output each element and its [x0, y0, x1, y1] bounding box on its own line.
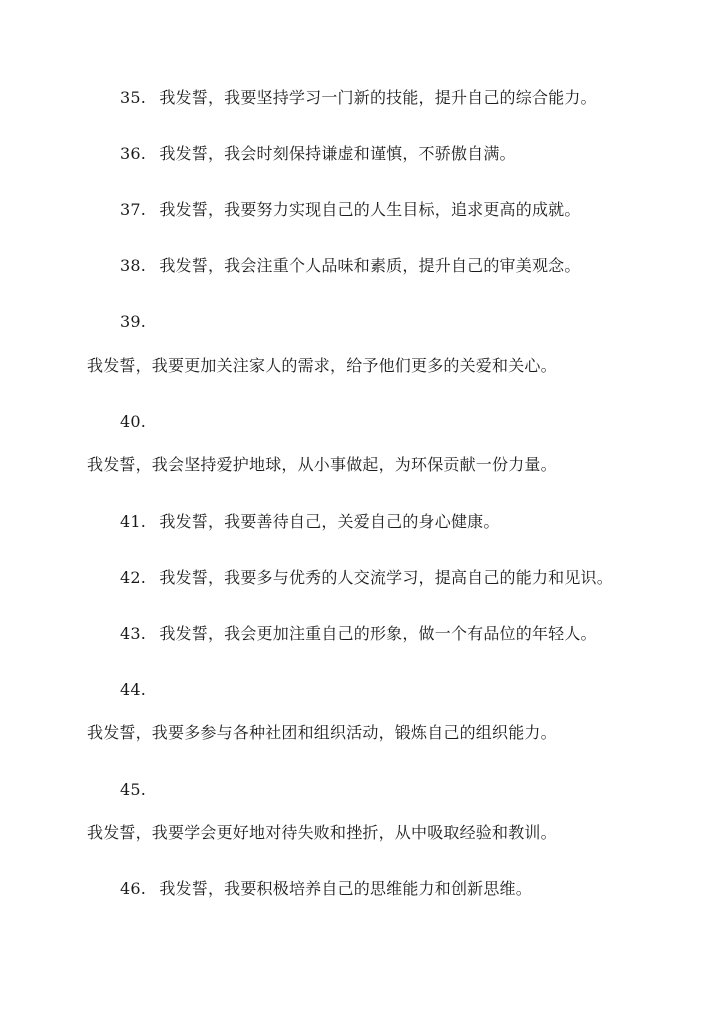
- oath-item-40-text: 我发誓，我会坚持爱护地球，从小事做起，为环保贡献一份力量。: [87, 455, 557, 474]
- oath-item-38: [120, 256, 581, 276]
- item-text: 我发誓，我要善待自己，关爱自己的身心健康。: [159, 512, 500, 531]
- oath-item-44-text: 我发誓，我要多参与各种社团和组织活动，锻炼自己的组织能力。: [87, 723, 557, 742]
- oath-item-46: [120, 879, 532, 899]
- item-number: 36.: [120, 144, 147, 163]
- item-number: 41.: [120, 512, 147, 531]
- oath-item-43: [120, 624, 597, 644]
- item-text: 我发誓，我会注重个人品味和素质，提升自己的审美观念。: [159, 256, 581, 275]
- oath-item-44-number: 44.: [120, 680, 147, 699]
- oath-item-35: [120, 88, 597, 108]
- item-number: 35.: [120, 88, 147, 107]
- item-number: 38.: [120, 256, 147, 275]
- item-text: 我发誓，我要坚持学习一门新的技能，提升自己的综合能力。: [159, 88, 597, 107]
- item-text: 我发誓，我要努力实现自己的人生目标，追求更高的成就。: [159, 200, 581, 219]
- oath-item-42: [120, 568, 613, 588]
- oath-item-40-number: 40.: [120, 412, 147, 431]
- item-text: 我发誓，我会时刻保持谦虚和谨慎，不骄傲自满。: [159, 144, 516, 163]
- oath-item-36: [120, 144, 516, 164]
- oath-item-37: [120, 200, 581, 220]
- item-number: 46.: [120, 879, 147, 898]
- oath-item-45-text: 我发誓，我要学会更好地对待失败和挫折，从中吸取经验和教训。: [87, 823, 557, 842]
- oath-item-41: [120, 512, 500, 532]
- item-text: 我发誓，我会更加注重自己的形象，做一个有品位的年轻人。: [159, 624, 597, 643]
- item-number: 42.: [120, 568, 147, 587]
- oath-item-39-text: 我发誓，我要更加关注家人的需求，给予他们更多的关爱和关心。: [87, 356, 557, 375]
- item-number: 37.: [120, 200, 147, 219]
- item-number: 43.: [120, 624, 147, 643]
- item-text: 我发誓，我要积极培养自己的思维能力和创新思维。: [159, 879, 532, 898]
- oath-item-45-number: 45.: [120, 780, 147, 799]
- oath-item-39-number: 39.: [120, 312, 147, 331]
- item-text: 我发誓，我要多与优秀的人交流学习，提高自己的能力和见识。: [159, 568, 613, 587]
